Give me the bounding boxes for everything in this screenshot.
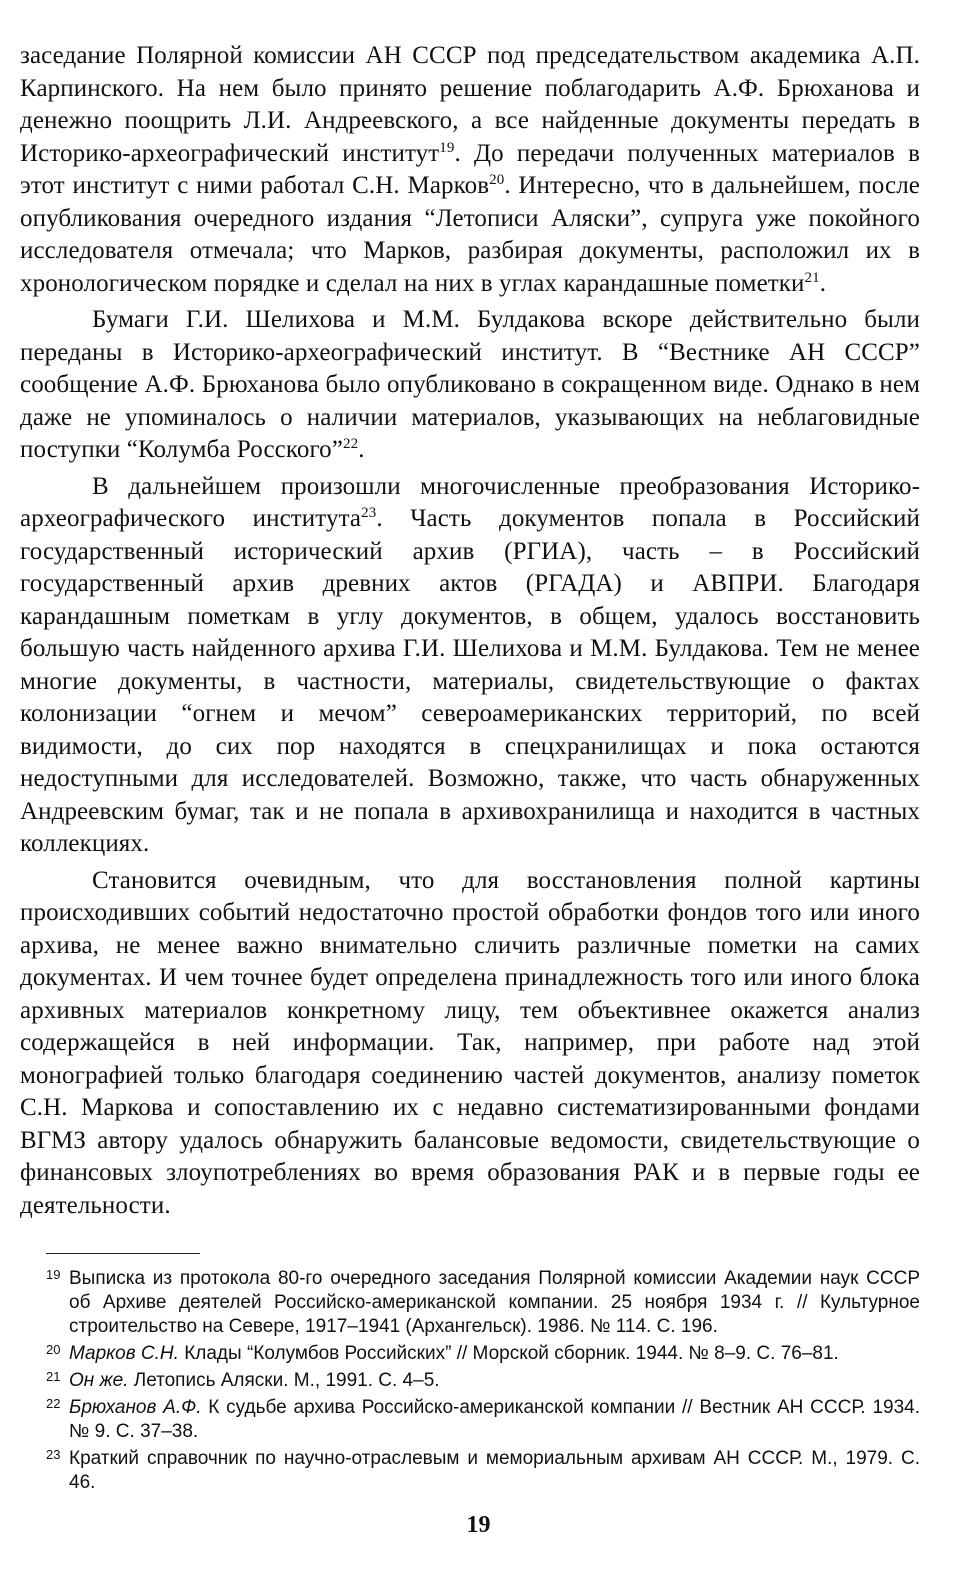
footnote-author: Марков С.Н. [69,1343,179,1364]
paragraph-3 [20,471,920,861]
paragraph-1-text-b: . До передачи полученных материалов в этот институт с ними работал С.Н. Марков [20,139,920,199]
paragraph-3-text-b: . Часть документов попала в Российский государственный исторический архив (РГИА), часть – в Российский государственный архив древних актов (РГАДА) и АВПРИ. Благодаря карандашным пометкам в углу документов, в общем, удалось восстановить большую часть найденного архива Г.И. Шелихова и М.М. Булдакова. Тем не менее многие документы, в частности, материалы, свидетельствующие о фактах колонизации “огнем и мечом” североамериканских территорий, по всей видимости, до сих пор находятся в спецхранилищах и пока остаются недоступными для исследователей. Возможно, также, что часть обнаруженных Андреевским бумаг, так и не попала в архивохранилища и находится в частных коллекциях. [20,505,920,857]
footnote-number: 22 [46,1396,61,1411]
footnote-author: Он же. [69,1370,129,1391]
paragraph-1-text-d: . [819,269,827,297]
footnote-ref-21[interactable]: 21 [804,269,820,286]
footnote-number: 19 [46,1267,61,1282]
footnote-20 [46,1342,920,1366]
paragraph-4: Становится очевидным, что для восстановления полной картины происходивших событий недостаточно простой обработки фондов того или иного архива, не менее важно внимательно сличить различные пометки на самих документах. И чем точнее будет определена принадлежность того или иного блока архивных материалов конкретному лицу, тем объективнее окажется анализ содержащейся в ней информации. Так, например, при работе над этой монографией только благодаря соединению частей документов, анализу пометок С.Н. Маркова и сопоставлению их с недавно систематизированными фондами ВГМЗ автору удалось обнаружить балансовые ведомости, свидетельствующие о финансовых злоупотреблениях во время образования РАК и в первые годы ее деятельности. [20,866,920,1219]
footnote-22 [46,1396,920,1444]
paragraph-3-text-a: В дальнейшем произошли многочисленные преобразования Историко-археографического института [20,472,920,532]
page-number: 19 [466,1512,491,1538]
paragraph-2-text-a: Бумаги Г.И. Шелихова и М.М. Булдакова вскоре действительно были переданы в Историко-археографический институт. В “Вестнике АН СССР” сообщение А.Ф. Брюханова было опубликовано в сокращенном виде. Однако в нем даже не упоминалось о наличии материалов, указывающих на неблаговидные поступки “Колумба Росского” [20,306,920,463]
footnote-number: 21 [46,1369,61,1384]
footnote-text: К судьбе архива Российско-американской компании // Вестник АН СССР. 1934. № 9. С. 37–38. [69,1397,921,1442]
footnote-text: Клады “Колумбов Российских” // Морской сборник. 1944. № 8–9. С. 76–81. [184,1343,839,1364]
footnote-ref-23[interactable]: 23 [361,505,377,521]
footnote-author: Брюханов А.Ф. [69,1397,202,1418]
footnotes [46,1267,920,1498]
paragraph-1-text-c: . Интересно, что в дальнейшем, после опубликования очередного издания “Летописи Аляски”, супруга уже покойного исследователя отмечала; что Марков, разбирая документы, расположил их в хронологическом порядке и сделал на них в углах карандашные пометки [20,172,920,297]
footnote-text: Выписка из протокола 80-го очередного заседания Полярной комиссии Академии наук СССР об Архиве деятелей Российско-американской компании. 25 ноября 1934 г. // Культурное строительство на Севере, 1917–1941 (Архангельск). 1986. № 114. С. 196. [69,1268,920,1337]
footnote-ref-20[interactable]: 20 [489,172,505,188]
footnote-21 [46,1369,920,1393]
paragraph-1-text-a: заседание Полярной комиссии АН СССР под председательством академика А.П. Карпинского. На нем было принято решение поблагодарить А.Ф. Брюханова и денежно поощрить Л.И. Андреевского, а все найденные документы передать в Историко-археографический институт [20,42,920,167]
footnote-19 [46,1267,920,1339]
footnote-number: 23 [46,1447,61,1462]
footnote-23 [46,1447,920,1495]
main-text [20,40,920,1226]
paragraph-1 [20,40,920,300]
paragraph-2 [20,304,920,467]
footnote-ref-22[interactable]: 22 [342,436,359,452]
footnote-text: Краткий справочник по научно-отраслевым и мемориальным архивам АН СССР. М., 1979. С. 46. [69,1448,920,1493]
footnote-separator [46,1253,200,1254]
footnote-number: 20 [46,1342,61,1357]
footnote-ref-19[interactable]: 19 [439,139,455,156]
footnote-text: Летопись Аляски. М., 1991. С. 4–5. [133,1370,440,1391]
paragraph-2-text-b: . [358,436,365,463]
